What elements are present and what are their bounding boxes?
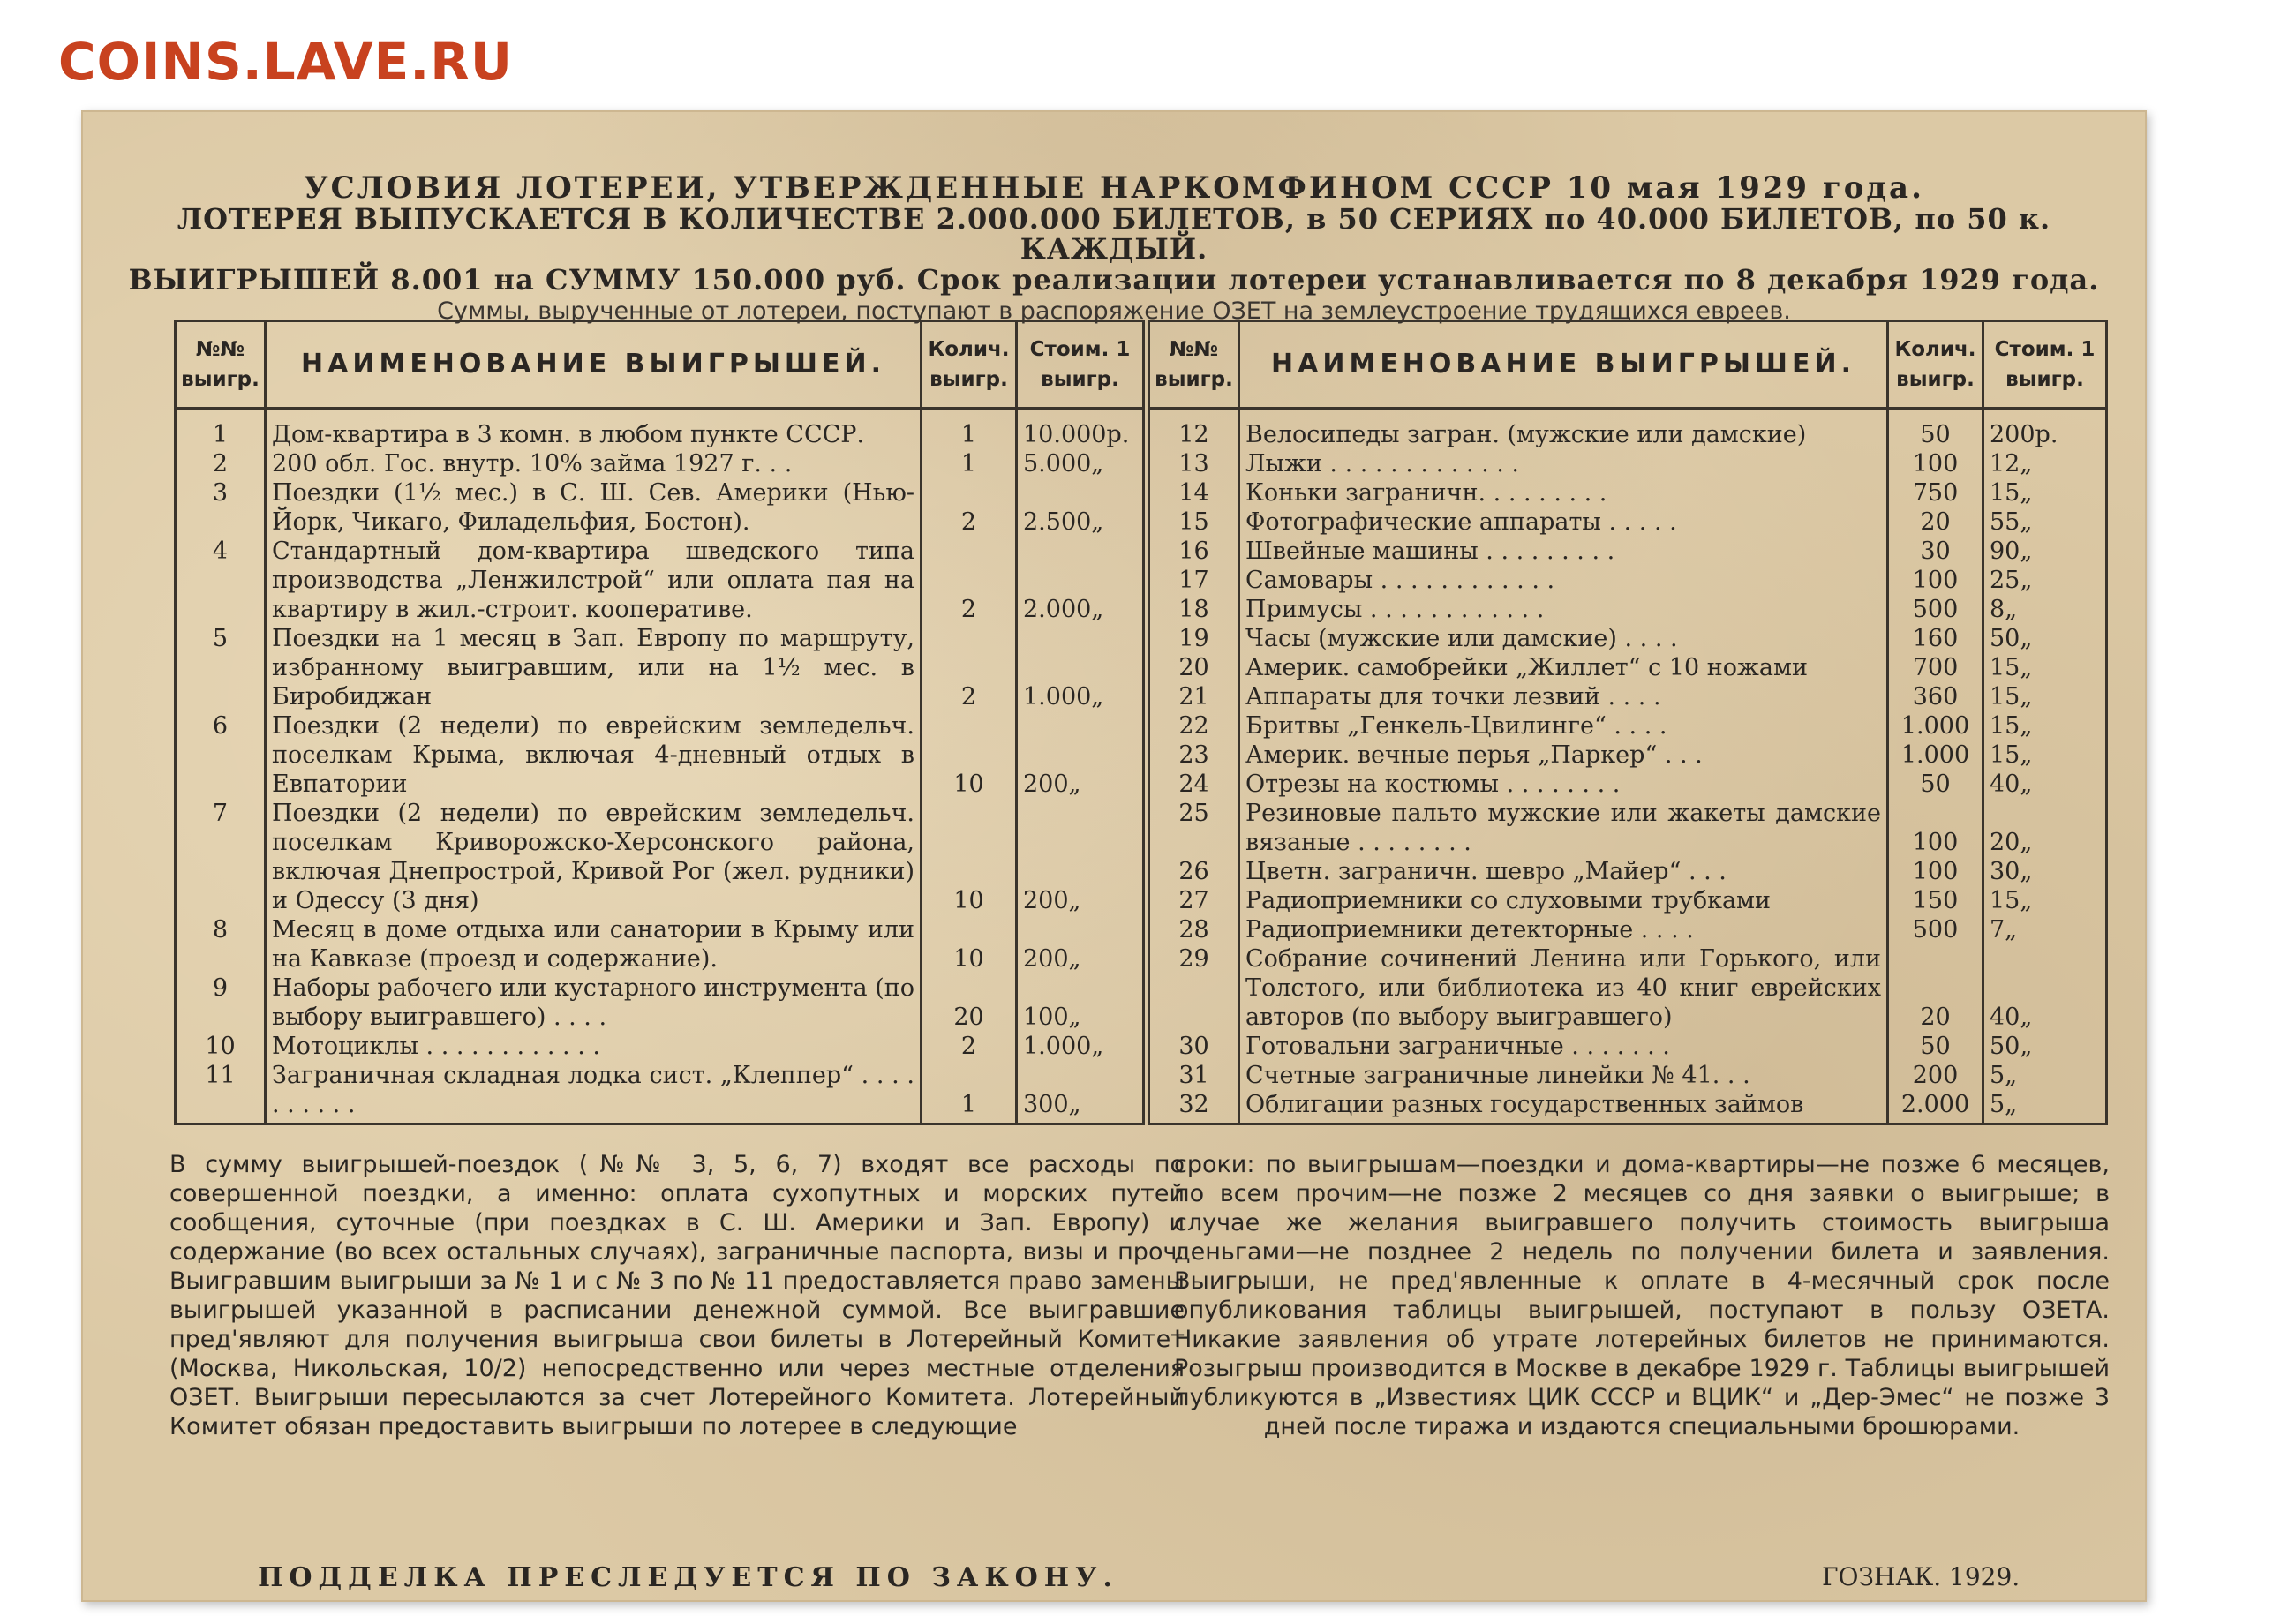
lottery-ticket-back: [81, 110, 2147, 1602]
prize-row: [1149, 857, 2107, 886]
prize-name: Часы (мужские или дамские) . . . .: [1239, 624, 1888, 653]
prize-row: [1149, 886, 2107, 915]
prize-quantity: 2.000: [1888, 1090, 1983, 1124]
prize-name: Радиоприемники со слуховыми трубками: [1239, 886, 1888, 915]
prize-value: 2.500„: [1017, 478, 1144, 537]
prize-quantity: 700: [1888, 653, 1983, 682]
terms-footnote-right-text: сроки: по выигрышам—поездки и дома-квартиры—не позже 6 месяцев, по всем прочим—не позже 2 месяцев со дня заявки о выигрыше; в случае же желания выигравшего получить стоимость выигрыша деньгами—не позднее 2 недель по получении билета и заявления. Выигрыши, не пред'явленные к оплате в 4-месячный срок после опубликования таблицы выигрышей, поступают в пользу ОЗЕТА. Никакие заявления об утрате лотерейных билетов не принимаются. Розыгрыш производится в Москве в декабре 1929 г. Таблицы выигрышей публикуются в „Известиях ЦИК СССР и ВЦИК“ и „Дер-Эмес“ не позже 3 дней после тиража и издаются специальными брошюрами.: [1174, 1151, 2110, 1440]
prize-quantity: 10: [922, 915, 1017, 974]
prize-row: [1149, 711, 2107, 741]
prize-quantity: 1.000: [1888, 711, 1983, 741]
prize-name: Фотографические аппараты . . . . .: [1239, 508, 1888, 537]
col-header-qty: Колич. выигр.: [1888, 321, 1983, 409]
prize-table-left: [174, 320, 1145, 1125]
prize-quantity: 500: [1888, 595, 1983, 624]
prize-name: Радиоприемники детекторные . . . .: [1239, 915, 1888, 944]
prize-value: 1.000„: [1017, 624, 1144, 711]
prize-row: [1149, 682, 2107, 711]
prize-value: 200„: [1017, 915, 1144, 974]
prize-value: 5„: [1983, 1061, 2107, 1090]
prize-row: [1149, 508, 2107, 537]
prize-row: [176, 478, 1144, 537]
prize-row: [176, 624, 1144, 711]
col-header-value: Стоим. 1 выигр.: [1017, 321, 1144, 409]
prize-table-header: [176, 321, 1144, 409]
prize-name: Собрание сочинений Ленина или Горького, или Толстого, или библиотека из 40 книг еврейских авторов (по выбору выигравшего): [1239, 944, 1888, 1032]
prize-number: 21: [1149, 682, 1239, 711]
prize-row: [1149, 595, 2107, 624]
prize-quantity: 160: [1888, 624, 1983, 653]
prize-name: Коньки заграничн. . . . . . . . .: [1239, 478, 1888, 508]
prize-row: [176, 449, 1144, 478]
prize-name: Наборы рабочего или кустарного инструмента (по выбору выигравшего) . . . .: [266, 974, 922, 1032]
prize-name: Америк. вечные перья „Паркер“ . . .: [1239, 741, 1888, 770]
prize-row: [1149, 1090, 2107, 1124]
prize-number: 4: [176, 537, 266, 624]
prize-number: 26: [1149, 857, 1239, 886]
prize-row: [1149, 799, 2107, 857]
prize-number: 11: [176, 1061, 266, 1124]
prize-quantity: 360: [1888, 682, 1983, 711]
prize-name: Аппараты для точки лезвий . . . .: [1239, 682, 1888, 711]
prize-number: 31: [1149, 1061, 1239, 1090]
prize-value: 55„: [1983, 508, 2107, 537]
prize-value: 40„: [1983, 770, 2107, 799]
prize-quantity: 2: [922, 624, 1017, 711]
prize-number: 18: [1149, 595, 1239, 624]
prize-value: 1.000„: [1017, 1032, 1144, 1061]
prize-table-right: [1148, 320, 2108, 1125]
terms-footnote-left: В сумму выигрышей-поездок (№№ 3, 5, 6, 7) входят все расходы по совершенной поездки, а именно: оплата сухопутных и морских путей сообщения, суточные (при поездках в С. Ш. Америки и Зап. Европу) и содержание (во всех остальных случаях), заграничные паспорта, визы и проч. Выигравшим выигрыши за № 1 и с № 3 по № 11 предоставляется право замены выигрышей указанной в расписании денежной суммой. Все выигравшие пред'являют для получения выигрыша свои билеты в Лотерейный Комитет (Москва, Никольская, 10/2) непосредственно или через местные отделения ОЗЕТ. Выигрыши пересылаются за счет Лотерейного Комитета. Лотерейный Комитет обязан предоставить выигрыши по лотерее в следующие: [169, 1151, 1185, 1440]
prize-name: Примусы . . . . . . . . . . . .: [1239, 595, 1888, 624]
prize-number: 2: [176, 449, 266, 478]
prize-row: [176, 799, 1144, 915]
prize-value: 15„: [1983, 741, 2107, 770]
prize-number: 15: [1149, 508, 1239, 537]
prize-quantity: 100: [1888, 857, 1983, 886]
prize-row: [1149, 653, 2107, 682]
prize-row: [1149, 944, 2107, 1032]
prize-name: Швейные машины . . . . . . . . .: [1239, 537, 1888, 566]
prize-quantity: 150: [1888, 886, 1983, 915]
prize-name: Лыжи . . . . . . . . . . . . .: [1239, 449, 1888, 478]
prize-row: [1149, 449, 2107, 478]
prize-number: 5: [176, 624, 266, 711]
prize-quantity: 500: [1888, 915, 1983, 944]
prize-quantity: 50: [1888, 770, 1983, 799]
prize-number: 20: [1149, 653, 1239, 682]
prize-name: Резиновые пальто мужские или жакеты дамские вязаные . . . . . . . .: [1239, 799, 1888, 857]
prize-quantity: 1: [922, 409, 1017, 450]
prize-quantity: 750: [1888, 478, 1983, 508]
prize-number: 27: [1149, 886, 1239, 915]
header-prize-terms: ВЫИГРЫШЕЙ 8.001 на СУММУ 150.000 руб. Срок реализации лотереи устанавливается по 8 декабря 1929 года.: [128, 263, 2100, 297]
prize-value: 25„: [1983, 566, 2107, 595]
prize-number: 25: [1149, 799, 1239, 857]
prize-quantity: 2: [922, 1032, 1017, 1061]
prize-name: Месяц в доме отдыха или санатории в Крыму или на Кавказе (проезд и содержание).: [266, 915, 922, 974]
header-proceeds-note: Суммы, вырученные от лотереи, поступают в распоряжение ОЗЕТ на землеустроение трудящихся евреев.: [437, 297, 1791, 325]
prize-quantity: 1: [922, 1061, 1017, 1124]
prize-value: 30„: [1983, 857, 2107, 886]
prize-name: Америк. самобрейки „Жиллет“ с 10 ножами: [1239, 653, 1888, 682]
prize-number: 3: [176, 478, 266, 537]
prize-row: [1149, 1061, 2107, 1090]
col-header-value: Стоим. 1 выигр.: [1983, 321, 2107, 409]
prize-row: [1149, 624, 2107, 653]
header-title: УСЛОВИЯ ЛОТЕРЕИ, УТВЕРЖДЕННЫЕ НАРКОМФИНОМ СССР 10 мая 1929 года.: [304, 170, 1924, 206]
prize-value: 20„: [1983, 799, 2107, 857]
prize-quantity: 100: [1888, 799, 1983, 857]
prize-value: 15„: [1983, 478, 2107, 508]
prize-table-header: [1149, 321, 2107, 409]
prize-value: 5.000„: [1017, 449, 1144, 478]
prize-name: Бритвы „Генкель-Цвилинге“ . . . .: [1239, 711, 1888, 741]
prize-value: 10.000р.: [1017, 409, 1144, 450]
prize-number: 6: [176, 711, 266, 799]
prize-name: Облигации разных государственных займов: [1239, 1090, 1888, 1124]
prize-number: 14: [1149, 478, 1239, 508]
header-issue-terms: ЛОТЕРЕЯ ВЫПУСКАЕТСЯ В КОЛИЧЕСТВЕ 2.000.000 БИЛЕТОВ, в 50 СЕРИЯХ по 40.000 БИЛЕТОВ, по 50 к. КАЖДЫЙ.: [177, 202, 2051, 266]
prize-row: [176, 409, 1144, 450]
prize-value: 50„: [1983, 624, 2107, 653]
prize-number: 29: [1149, 944, 1239, 1032]
ticket-header: [81, 172, 2147, 327]
prize-value: 7„: [1983, 915, 2107, 944]
prize-value: 8„: [1983, 595, 2107, 624]
prize-number: 23: [1149, 741, 1239, 770]
col-header-qty: Колич. выигр.: [922, 321, 1017, 409]
prize-row: [176, 915, 1144, 974]
prize-number: 24: [1149, 770, 1239, 799]
prize-number: 13: [1149, 449, 1239, 478]
prize-name: 200 обл. Гос. внутр. 10% займа 1927 г. . .: [266, 449, 922, 478]
printer-imprint: ГОЗНАК. 1929.: [1822, 1562, 2020, 1591]
prize-quantity: 1: [922, 449, 1017, 478]
prize-number: 7: [176, 799, 266, 915]
prize-row: [1149, 770, 2107, 799]
prize-number: 8: [176, 915, 266, 974]
prize-row: [176, 1061, 1144, 1124]
prize-value: 15„: [1983, 653, 2107, 682]
prize-value: 100„: [1017, 974, 1144, 1032]
prize-value: 50„: [1983, 1032, 2107, 1061]
prize-row: [1149, 915, 2107, 944]
site-watermark: COINS.LAVE.RU: [58, 32, 514, 92]
prize-quantity: 50: [1888, 409, 1983, 450]
prize-row: [1149, 741, 2107, 770]
prize-row: [1149, 537, 2107, 566]
prize-name: Поездки на 1 месяц в Зап. Европу по маршруту, избранному выигравшим, или на 1½ мес. в Биробиджан: [266, 624, 922, 711]
prize-number: 1: [176, 409, 266, 450]
prize-value: 15„: [1983, 886, 2107, 915]
prize-quantity: 200: [1888, 1061, 1983, 1090]
col-header-num: №№ выигр.: [176, 321, 266, 409]
prize-name: Самовары . . . . . . . . . . . .: [1239, 566, 1888, 595]
prize-name: Счетные заграничные линейки № 41. . .: [1239, 1061, 1888, 1090]
prize-row: [176, 537, 1144, 624]
prize-name: Поездки (2 недели) по еврейским земледельч. поселкам Крыма, включая 4-дневный отдых в Евпатории: [266, 711, 922, 799]
prize-value: 90„: [1983, 537, 2107, 566]
terms-footnote-right: [1174, 1150, 2110, 1441]
prize-quantity: 2: [922, 478, 1017, 537]
prize-quantity: 10: [922, 711, 1017, 799]
prize-number: 30: [1149, 1032, 1239, 1061]
prize-number: 22: [1149, 711, 1239, 741]
prize-name: Готовальни заграничные . . . . . . .: [1239, 1032, 1888, 1061]
prize-quantity: 100: [1888, 449, 1983, 478]
prize-quantity: 10: [922, 799, 1017, 915]
prize-quantity: 1.000: [1888, 741, 1983, 770]
prize-name: Отрезы на костюмы . . . . . . . .: [1239, 770, 1888, 799]
prize-name: Поездки (2 недели) по еврейским земледельч. поселкам Криворожско-Херсонского района, включая Днепрострой, Кривой Рог (жел. рудники) и Одессу (3 дня): [266, 799, 922, 915]
prize-row: [1149, 409, 2107, 450]
prize-name: Мотоциклы . . . . . . . . . . . .: [266, 1032, 922, 1061]
prize-row: [1149, 478, 2107, 508]
prize-value: 12„: [1983, 449, 2107, 478]
prize-row: [1149, 566, 2107, 595]
prize-row: [1149, 1032, 2107, 1061]
prize-name: Стандартный дом-квартира шведского типа производства „Ленжилстрой“ или оплата пая на квартиру в жил.-строит. кооперативе.: [266, 537, 922, 624]
prize-name: Поездки (1½ мес.) в С. Ш. Сев. Америки (Нью-Йорк, Чикаго, Филадельфия, Бостон).: [266, 478, 922, 537]
prize-number: 32: [1149, 1090, 1239, 1124]
prize-number: 19: [1149, 624, 1239, 653]
prize-name: Цветн. заграничн. шевро „Майер“ . . .: [1239, 857, 1888, 886]
col-header-num: №№ выигр.: [1149, 321, 1239, 409]
prize-value: 5„: [1983, 1090, 2107, 1124]
prize-name: Дом-квартира в 3 комн. в любом пункте СССР.: [266, 409, 922, 450]
col-header-name: НАИМЕНОВАНИЕ ВЫИГРЫШЕЙ.: [1239, 321, 1888, 409]
prize-value: 15„: [1983, 682, 2107, 711]
prize-value: 2.000„: [1017, 537, 1144, 624]
prize-name: Заграничная складная лодка сист. „Клеппер“ . . . . . . . . . .: [266, 1061, 922, 1124]
prize-row: [176, 974, 1144, 1032]
prize-quantity: 20: [1888, 944, 1983, 1032]
prize-number: 9: [176, 974, 266, 1032]
prize-quantity: 20: [922, 974, 1017, 1032]
prize-name: Велосипеды загран. (мужские или дамские): [1239, 409, 1888, 450]
prize-value: 200р.: [1983, 409, 2107, 450]
col-header-name: НАИМЕНОВАНИЕ ВЫИГРЫШЕЙ.: [266, 321, 922, 409]
prize-value: 300„: [1017, 1061, 1144, 1124]
prize-number: 16: [1149, 537, 1239, 566]
prize-value: 200„: [1017, 799, 1144, 915]
prize-row: [176, 1032, 1144, 1061]
prize-value: 40„: [1983, 944, 2107, 1032]
prize-quantity: 50: [1888, 1032, 1983, 1061]
prize-quantity: 100: [1888, 566, 1983, 595]
prize-quantity: 20: [1888, 508, 1983, 537]
prize-value: 15„: [1983, 711, 2107, 741]
prize-number: 10: [176, 1032, 266, 1061]
prize-number: 12: [1149, 409, 1239, 450]
prize-number: 28: [1149, 915, 1239, 944]
counterfeit-warning: ПОДДЕЛКА ПРЕСЛЕДУЕТСЯ ПО ЗАКОНУ.: [258, 1562, 1118, 1593]
prize-number: 17: [1149, 566, 1239, 595]
prize-value: 200„: [1017, 711, 1144, 799]
prize-quantity: 30: [1888, 537, 1983, 566]
prize-row: [176, 711, 1144, 799]
prize-quantity: 2: [922, 537, 1017, 624]
